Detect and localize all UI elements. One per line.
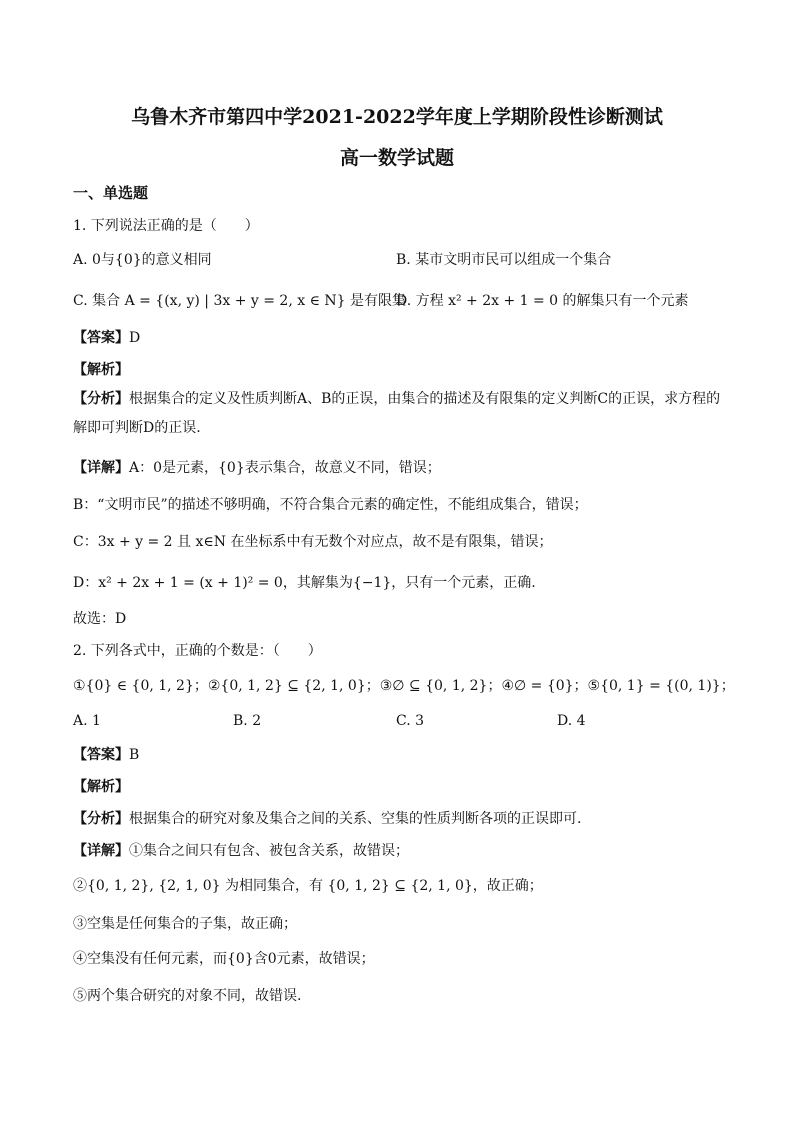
document-title: 乌鲁木齐市第四中学2021-2022学年度上学期阶段性诊断测试 — [131, 106, 663, 128]
q1-choose: 故选：D — [73, 611, 127, 627]
section-heading: 一、单选题 — [73, 184, 149, 202]
q2-xiangjie-2: ②{0, 1, 2}, {2, 1, 0} 为相同集合，有 {0, 1, 2} ⊆ {2, 1, 0}，故正确； — [73, 878, 543, 894]
q1-stem: 1. 下列说法正确的是（ ） — [73, 218, 259, 234]
xiangjie-tag: 【详解】 — [73, 460, 129, 476]
q2-option-b: B. 2 — [233, 713, 262, 729]
fenxi-tag: 【分析】 — [73, 391, 129, 407]
q1-xiangjie-c: C：3x + y = 2 且 x∈N 在坐标系中有无数个对应点，故不是有限集，错误； — [73, 534, 553, 550]
xiangjie-tag: 【详解】 — [73, 843, 129, 859]
q1-option-c: C. 集合 A = {(x, y) | 3x + y = 2, x ∈ N} 是有限集 — [73, 293, 407, 309]
q1-option-a: A. 0与{0}的意义相同 — [73, 252, 212, 268]
q1-xiangjie-a — [73, 457, 441, 477]
q1-fenxi — [73, 385, 723, 443]
fenxi-tag: 【分析】 — [73, 811, 129, 827]
q1-xiangjie-d: D：x² + 2x + 1 = (x + 1)² = 0，其解集为{−1}，只有一个元素，正确. — [73, 575, 536, 591]
xiangjie-text: A：0是元素，{0}表示集合，故意义不同，错误； — [129, 460, 441, 476]
answer-value: B — [129, 747, 140, 763]
q1-answer — [73, 327, 140, 347]
q2-option-c: C. 3 — [396, 713, 425, 729]
answer-tag: 【答案】 — [73, 747, 129, 763]
q1-option-b: B. 某市文明市民可以组成一个集合 — [396, 252, 612, 268]
q1-analysis-tag: 【解析】 — [73, 362, 129, 378]
document-subtitle: 高一数学试题 — [339, 147, 454, 169]
q2-fenxi — [73, 808, 581, 828]
answer-tag: 【答案】 — [73, 330, 129, 346]
q2-xiangjie-4: ④空集没有任何元素，而{0}含0元素，故错误； — [73, 951, 375, 967]
q2-xiangjie-5: ⑤两个集合研究的对象不同，故错误. — [73, 988, 302, 1004]
fenxi-text: 根据集合的定义及性质判断A、B的正误，由集合的描述及有限集的定义判断C的正误，求方程的解即可判断D的正误. — [73, 391, 721, 436]
q2-analysis-tag: 【解析】 — [73, 779, 129, 795]
q2-stem: 2. 下列各式中，正确的个数是：（ ） — [73, 643, 322, 659]
fenxi-text: 根据集合的研究对象及集合之间的关系、空集的性质判断各项的正误即可. — [129, 811, 582, 827]
q2-xiangjie-1 — [73, 840, 409, 860]
q2-xiangjie-3: ③空集是任何集合的子集，故正确； — [73, 916, 297, 932]
q2-option-d: D. 4 — [557, 713, 586, 729]
q2-answer — [73, 744, 139, 764]
xiangjie-text: ①集合之间只有包含、被包含关系，故错误； — [129, 843, 409, 859]
q1-option-d: D. 方程 x² + 2x + 1 = 0 的解集只有一个元素 — [396, 293, 689, 309]
q1-xiangjie-b: B：“文明市民”的描述不够明确，不符合集合元素的确定性，不能组成集合，错误； — [73, 497, 588, 513]
q2-option-a: A. 1 — [73, 713, 101, 729]
answer-value: D — [129, 330, 141, 346]
q2-items: ①{0} ∈ {0, 1, 2}；②{0, 1, 2} ⊆ {2, 1, 0}；③∅ ⊆ {0, 1, 2}；④∅ = {0}；⑤{0, 1} = {(0, 1)}； — [73, 678, 735, 694]
